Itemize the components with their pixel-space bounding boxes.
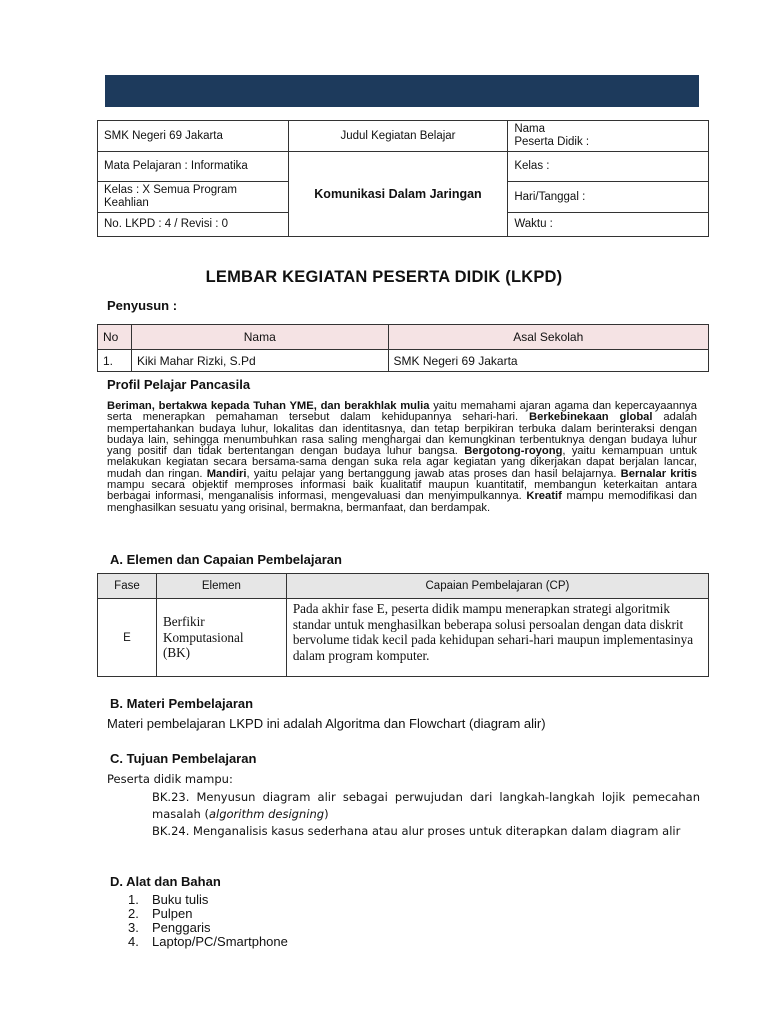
- student-name-field[interactable]: [508, 121, 709, 152]
- section-c-heading: C. Tujuan Pembelajaran: [110, 751, 257, 766]
- list-item-number: 3.: [128, 920, 139, 935]
- name-label-2: Peserta Didik :: [514, 136, 590, 148]
- list-item-label: Buku tulis: [152, 892, 209, 907]
- list-item-label: Laptop/PC/Smartphone: [152, 934, 288, 949]
- list-item: [128, 907, 288, 921]
- list-item-number: 1.: [128, 892, 139, 907]
- trait-berkebinekaan: Berkebinekaan global: [529, 411, 653, 424]
- capaian-table: [97, 573, 709, 677]
- trait-beriman: Beriman, bertakwa kepada Tuhan YME, dan berakhlak mulia: [107, 400, 430, 412]
- table-header-row: [98, 325, 709, 350]
- profil-text-6: mampu memodifikasi dan menghasilkan sesuatu yang orisinal, bermakna, bermanfaat, dan berdampak.: [107, 490, 697, 514]
- list-item-label: Penggaris: [152, 920, 211, 935]
- tujuan-item-bk23-close: ): [324, 807, 329, 821]
- list-item: [128, 921, 288, 935]
- tujuan-intro: Peserta didik mampu:: [107, 772, 233, 786]
- identity-table: [97, 120, 709, 237]
- date-field[interactable]: Hari/Tanggal :: [508, 182, 709, 213]
- trait-mandiri: Mandiri: [206, 467, 247, 480]
- section-b-heading: B. Materi Pembelajaran: [110, 696, 254, 711]
- lkpd-number-cell: No. LKPD : 4 / Revisi : 0: [98, 213, 289, 237]
- activity-title-label: Judul Kegiatan Belajar: [288, 121, 508, 152]
- tujuan-item-bk23-em: algorithm designing: [208, 807, 325, 821]
- profil-text-5: mampu secara objektif memproses informasi baik kualitatif maupun kuantitatif, membangun keterkaitan antara berbagai informasi, menganalisis informasi, mengevaluasi dan menyimpulkannya.: [107, 479, 697, 503]
- list-item-number: 2.: [128, 906, 139, 921]
- trait-kreatif: Kreatif: [526, 490, 562, 503]
- elemen-line-1: Berfikir: [162, 614, 205, 630]
- profil-text-4: , yaitu pelajar yang bertanggung jawab atas proses dan hasil belajarnya.: [246, 467, 621, 480]
- col-no: No: [98, 325, 132, 350]
- elemen-value: [156, 599, 286, 677]
- class-value-1: Kelas : X Semua Program: [104, 184, 237, 196]
- col-asal-sekolah: Asal Sekolah: [388, 325, 708, 350]
- list-item-number: 4.: [128, 934, 139, 949]
- cp-value: Pada akhir fase E, peserta didik mampu menerapkan strategi algoritmik standar untuk menghasilkan beberapa solusi persoalan dengan data diskrit bervolume tidak kecil pada kehidupan sehari-hari maupun implementasinya dalam program komputer.: [286, 599, 708, 677]
- profil-text-2: adalah mempertahankan budaya luhur, lokalitas dan identitasnya, dan tetap berpikiran terbuka dalam berinteraksi dengan budaya lain, sehingga menumbuhkan rasa saling menghargai dan kemungkinan terbentuknya dengan budaya luhur yang positif dan tidak bertentangan dengan budaya luhur bangsa.: [107, 411, 697, 458]
- profil-text-3: , yaitu kemampuan untuk melakukan kegiatan secara bersama-sama dengan suka rela agar kegiatan yang dikerjakan dapat berjalan lancar, mudah dan ringan.: [107, 445, 698, 480]
- school-cell: SMK Negeri 69 Jakarta: [98, 121, 289, 152]
- tujuan-list: [152, 789, 700, 840]
- row-no: 1.: [98, 350, 132, 372]
- table-row: [98, 599, 709, 677]
- trait-bernalar-kritis: Bernalar kritis: [620, 467, 698, 480]
- class-field[interactable]: Kelas :: [508, 152, 709, 182]
- col-nama: Nama: [131, 325, 388, 350]
- table-row: [98, 350, 709, 372]
- alat-list: [128, 893, 288, 949]
- document-title: LEMBAR KEGIATAN PESERTA DIDIK (LKPD): [205, 268, 563, 286]
- row-nama: Kiki Mahar Rizki, S.Pd: [131, 350, 388, 372]
- elemen-line-3: (BK): [162, 645, 191, 661]
- class-cell: [98, 182, 289, 213]
- section-d-heading: D. Alat dan Bahan: [110, 874, 221, 889]
- name-label-1: Nama: [514, 123, 545, 135]
- penyusun-heading: Penyusun :: [107, 298, 178, 313]
- fase-value: E: [98, 599, 157, 677]
- row-sekolah: SMK Negeri 69 Jakarta: [388, 350, 708, 372]
- activity-title: Komunikasi Dalam Jaringan: [288, 152, 508, 237]
- list-item: [128, 893, 288, 907]
- materi-text: Materi pembelajaran LKPD ini adalah Algoritma dan Flowchart (diagram alir): [107, 716, 546, 731]
- time-field[interactable]: Waktu :: [508, 213, 709, 237]
- elemen-line-2: Komputasional: [162, 629, 244, 645]
- list-item: [128, 935, 288, 949]
- col-cp: Capaian Pembelajaran (CP): [286, 574, 708, 599]
- penyusun-table: [97, 324, 709, 372]
- subject-cell: Mata Pelajaran : Informatika: [98, 152, 289, 182]
- list-item-label: Pulpen: [152, 906, 193, 921]
- col-elemen: Elemen: [156, 574, 286, 599]
- profil-paragraph: [107, 401, 697, 514]
- profil-heading: Profil Pelajar Pancasila: [107, 377, 251, 392]
- table-header-row: [98, 574, 709, 599]
- profil-text-1: yaitu memahami ajaran agama dan kepercayaannya serta menerapkan pemahaman tersebut dalam kehidupannya sehari-hari.: [107, 400, 697, 424]
- trait-gotong-royong: Bergotong-royong: [464, 445, 563, 458]
- tujuan-item-bk23-text: BK.23. Menyusun diagram alir sebagai perwujudan dari langkah-langkah lojik pemecahan masalah (: [152, 790, 700, 821]
- tujuan-item-bk23: [152, 789, 700, 823]
- section-a-heading: A. Elemen dan Capaian Pembelajaran: [110, 552, 342, 567]
- col-fase: Fase: [98, 574, 157, 599]
- class-value-2: Keahlian: [104, 197, 149, 209]
- tujuan-item-bk24: BK.24. Menganalisis kasus sederhana atau alur proses untuk diterapkan dalam diagram alir: [152, 824, 681, 838]
- header-banner: [105, 75, 699, 107]
